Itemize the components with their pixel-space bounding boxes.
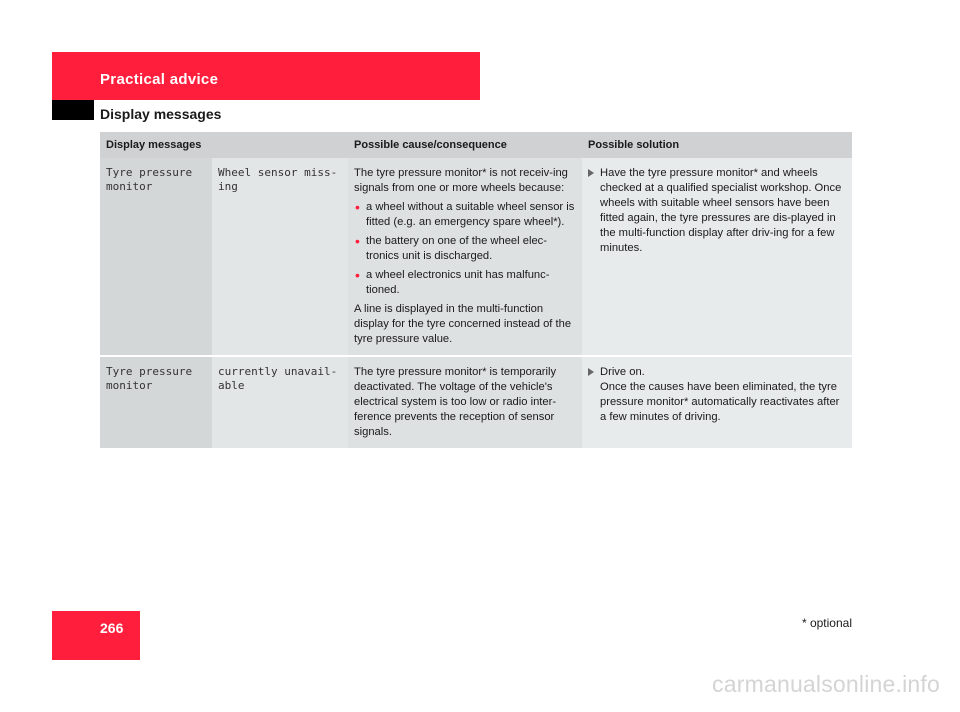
display-message-line1: Tyre pressure monitor (100, 356, 212, 449)
section-title: Practical advice (100, 71, 219, 88)
cause-cell (348, 356, 582, 449)
cause-bullet-text: a wheel electronics unit has malfunc-tioned. (366, 269, 550, 296)
solution-step (588, 166, 846, 256)
page-number-box (52, 611, 140, 660)
page-title: Display messages (100, 106, 222, 122)
list-item (354, 268, 576, 298)
solution-step (588, 365, 846, 425)
arrow-right-icon (588, 368, 594, 376)
display-message-line2: Wheel sensor miss- ing (212, 158, 348, 356)
page-number: 266 (100, 620, 124, 636)
list-item (354, 200, 576, 230)
cause-text: A line is displayed in the multi-function display for the tyre concerned instead of the tyre pressure value. (354, 303, 572, 345)
table-header-row (100, 132, 852, 158)
table-row (100, 158, 852, 356)
cause-bullet-text: the battery on one of the wheel elec-tronics unit is discharged. (366, 235, 547, 262)
bullet-icon: • (355, 199, 360, 215)
cause-text: The tyre pressure monitor* is not receiv-ing signals from one or more wheels because: (354, 167, 568, 194)
cause-bullet-text: a wheel without a suitable wheel sensor is fitted (e.g. an emergency spare wheel*). (366, 201, 575, 228)
column-header-cause: Possible cause/consequence (348, 132, 582, 158)
table-row (100, 356, 852, 449)
arrow-right-icon (588, 169, 594, 177)
display-message-line2: currently unavail- able (212, 356, 348, 449)
solution-text-first: Drive on. (600, 366, 645, 378)
solution-cell (582, 158, 852, 356)
solution-text: Have the tyre pressure monitor* and wheels checked at a qualified specialist workshop. Once wheels with suitable wheel sensors have been fitted again, the tyre pressures are dis-played in the multi-function display after driv-ing for a few minutes. (600, 167, 842, 254)
cause-text: The tyre pressure monitor* is temporarily deactivated. The voltage of the vehicle's electrical system is too low or radio inter-ference prevents the reception of sensor signals. (354, 366, 557, 438)
display-message-line1: Tyre pressure monitor (100, 158, 212, 356)
solution-text: Once the causes have been eliminated, the tyre pressure monitor* automatically reactivates after a few minutes of driving. (600, 381, 840, 423)
bullet-icon: • (355, 233, 360, 249)
watermark: carmanualsonline.info (712, 671, 940, 697)
list-item (354, 234, 576, 264)
column-header-display-messages: Display messages (100, 132, 348, 158)
display-messages-table (100, 132, 852, 450)
sub-title-marker (52, 100, 94, 120)
bullet-icon: • (355, 267, 360, 283)
cause-cell (348, 158, 582, 356)
solution-cell (582, 356, 852, 449)
column-header-solution: Possible solution (582, 132, 852, 158)
optional-footnote: * optional (801, 616, 852, 630)
